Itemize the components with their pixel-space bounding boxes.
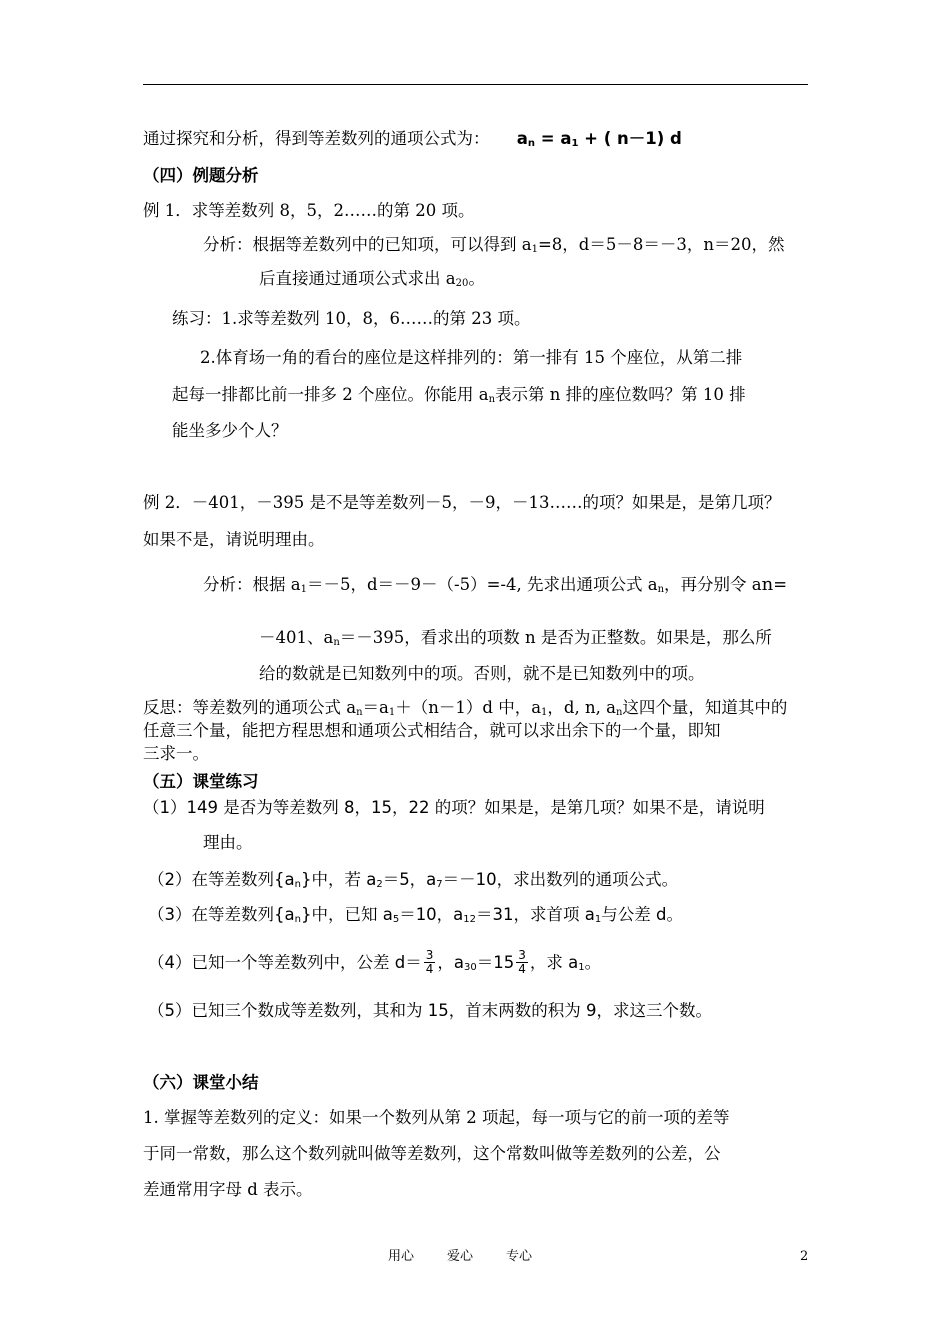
practice-2-line-2: 起每一排都比前一排多 2 个座位。你能用 $a_n$表示第 n 排的座位数吗？第 10 排 <box>172 385 746 405</box>
reflection-line-3: 三求一。 <box>143 744 209 763</box>
example-1-title: 例 1．求等差数列 8，5，2……的第 20 项。 <box>143 201 475 220</box>
exercise-2: （2）在等差数列$\{a_n\}$中，若 $a_2=5$，$a_7=-10$，求出数列的通项公式。 <box>148 870 679 890</box>
section-6-heading: （六）课堂小结 <box>143 1073 259 1092</box>
exercise-1-line-2: 理由。 <box>203 833 253 852</box>
footer-motto-2: 爱心 <box>447 1249 474 1264</box>
summary-1-line-2: 于同一常数，那么这个数列就叫做等差数列，这个常数叫做等差数列的公差，公 <box>143 1144 721 1163</box>
fraction-three-quarters: $\frac{3}{4}$ <box>425 948 434 976</box>
example-2-analysis-line-1: 分析：根据 $a_1=-5$，d＝－9－（-5）=-4, 先求出通项公式 $a_n$，再分别令 an= <box>203 574 788 595</box>
exercise-5: （5）已知三个数成等差数列，其和为 15，首末两数的积为 9，求这三个数。 <box>148 1001 712 1020</box>
fraction-three-quarters-mixed: $\frac{3}{4}$ <box>518 948 526 976</box>
header-rule <box>143 84 808 85</box>
exercise-1-line-1: （1）149 是否为等差数列 8，15，22 的项？如果是，是第几项？如果不是，请说明 <box>143 798 765 817</box>
section-4-heading: （四）例题分析 <box>143 166 259 185</box>
general-term-formula-line <box>143 128 682 150</box>
formula-intro-text: 通过探究和分析，得到等差数列的通项公式为： <box>143 129 490 148</box>
example-2-analysis-line-2: －401、$a_n=-395$，看求出的项数 n 是否为正整数。如果是，那么所 <box>259 628 772 648</box>
exercise-3: （3）在等差数列$\{a_n\}$中，已知 $a_5=10$，$a_{12}=31$，求首项 $a_1$与公差 d。 <box>148 905 683 925</box>
practice-2-line-1: 2.体育场一角的看台的座位是这样排列的：第一排有 15 个座位，从第二排 <box>200 348 743 367</box>
footer-motto-3: 专心 <box>506 1249 533 1264</box>
section-5-heading: （五）课堂练习 <box>143 772 259 791</box>
example-1-analysis-line-1: 分析：根据等差数列中的已知项，可以得到 $a_1=8$，d＝5－8＝－3，n＝20，然 <box>203 235 785 255</box>
example-2-line-2: 如果不是，请说明理由。 <box>143 530 325 549</box>
exercise-4: （4）已知一个等差数列中，公差 d＝ $\frac{3}{4}$ ，$a_{30}=15$ $\frac{3}{4}$ ，求 $a_1$。 <box>148 948 602 976</box>
practice-2-line-3: 能坐多少个人？ <box>172 421 288 440</box>
summary-1-line-3: 差通常用字母 d 表示。 <box>143 1180 313 1199</box>
page-number: 2 <box>800 1249 809 1264</box>
practice-1: 练习：1.求等差数列 10，8，6……的第 23 项。 <box>172 309 531 328</box>
footer-motto-1: 用心 <box>388 1249 415 1264</box>
general-term-formula: $a_n = a_1$ + ( n－1) d <box>516 129 682 149</box>
summary-1-line-1: 1. 掌握等差数列的定义：如果一个数列从第 2 项起，每一项与它的前一项的差等 <box>143 1108 730 1127</box>
example-2-analysis-line-3: 给的数就是已知数列中的项。否则，就不是已知数列中的项。 <box>259 664 705 683</box>
reflection-line-1: 反思：等差数列的通项公式 $a_n=a_1+(n-1)d$ 中，$a_1$，d, n, $a_n$这四个量，知道其中的 <box>143 698 788 718</box>
example-2-line-1: 例 2．－401，－395 是不是等差数列－5，－9，－13……的项？如果是，是第几项？ <box>143 493 781 512</box>
reflection-line-2: 任意三个量，能把方程思想和通项公式相结合，就可以求出余下的一个量，即知 <box>143 721 721 740</box>
example-1-analysis-line-2: 后直接通过通项公式求出 $a_{20}$。 <box>259 269 485 289</box>
